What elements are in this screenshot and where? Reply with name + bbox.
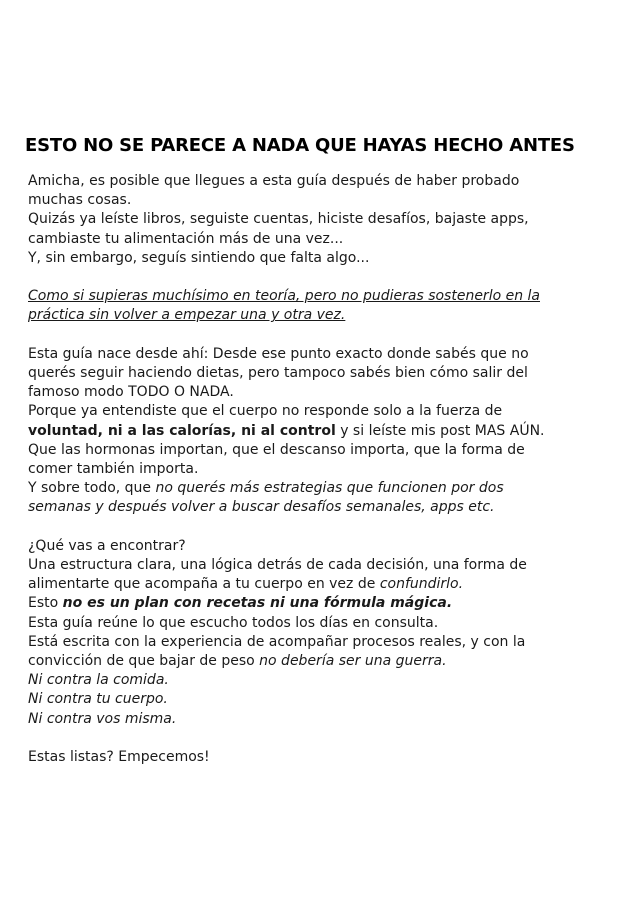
text-span: y si leíste mis post MAS AÚN. [335,422,545,439]
text-line [28,575,588,594]
text-line: ¿Qué vas a encontrar? [28,537,186,554]
paragraph-gap [28,518,588,537]
page-title: ESTO NO SE PARECE A NADA QUE HAYAS HECHO ANTES [25,135,575,156]
italic-text: no debería ser una guerra. [259,653,447,670]
text-line [28,594,588,613]
paragraph-gap [28,729,588,748]
paragraph-gap [28,268,588,287]
text-line [28,422,588,441]
text-line: Esta guía nace desde ahí: Desde ese punto exacto donde sabés que no [28,345,529,362]
text-span: Esto [28,595,63,612]
text-span: Y sobre todo, que [28,480,156,497]
paragraph-gap [28,326,588,345]
text-line [28,652,588,671]
text-line: famoso modo TODO O NADA. [28,384,234,401]
text-line: Porque ya entendiste que el cuerpo no responde solo a la fuerza de [28,403,503,420]
text-line [28,479,588,498]
text-line: Que las hormonas importan, que el descanso importa, que la forma de [28,441,525,458]
underlined-quote-line: Como si supieras muchísimo en teoría, pero no pudieras sostenerlo en la [28,288,540,305]
text-line: comer también importa. [28,461,199,478]
text-span: alimentarte que acompaña a tu cuerpo en vez de [28,576,380,593]
text-line: Una estructura clara, una lógica detrás de cada decisión, una forma de [28,557,527,574]
text-line: muchas cosas. [28,192,132,209]
bold-text: voluntad, ni a las calorías, ni al control [28,422,336,439]
text-span: convicción de que bajar de peso [28,653,260,670]
italic-text-line: Ni contra la comida. [28,672,169,689]
text-line: Quizás ya leíste libros, seguiste cuentas, hiciste desafíos, bajaste apps, [28,211,529,228]
italic-text: no querés más estrategias que funcionen por dos [155,480,504,497]
italic-text-line: Ni contra vos misma. [28,710,177,727]
italic-text-line: semanas y después volver a buscar desafíos semanales, apps etc. [28,499,495,516]
closing-line: Estas listas? Empecemos! [28,749,210,766]
text-line: Amicha, es posible que llegues a esta guía después de haber probado [28,173,520,189]
text-line: Esta guía reúne lo que escucho todos los días en consulta. [28,614,439,631]
text-line: cambiaste tu alimentación más de una vez... [28,230,344,247]
text-line: querés seguir haciendo dietas, pero tampoco sabés bien cómo salir del [28,365,528,381]
italic-text-line: Ni contra tu cuerpo. [28,691,168,708]
text-line: Y, sin embargo, seguís sintiendo que falta algo... [28,249,370,266]
text-line: Está escrita con la experiencia de acompañar procesos reales, y con la [28,633,526,650]
italic-text: confundirlo. [379,576,464,593]
bold-italic-text: no es un plan con recetas ni una fórmula mágica. [62,595,453,612]
underlined-quote-line: práctica sin volver a empezar una y otra vez. [28,307,346,324]
body-text [28,172,588,767]
